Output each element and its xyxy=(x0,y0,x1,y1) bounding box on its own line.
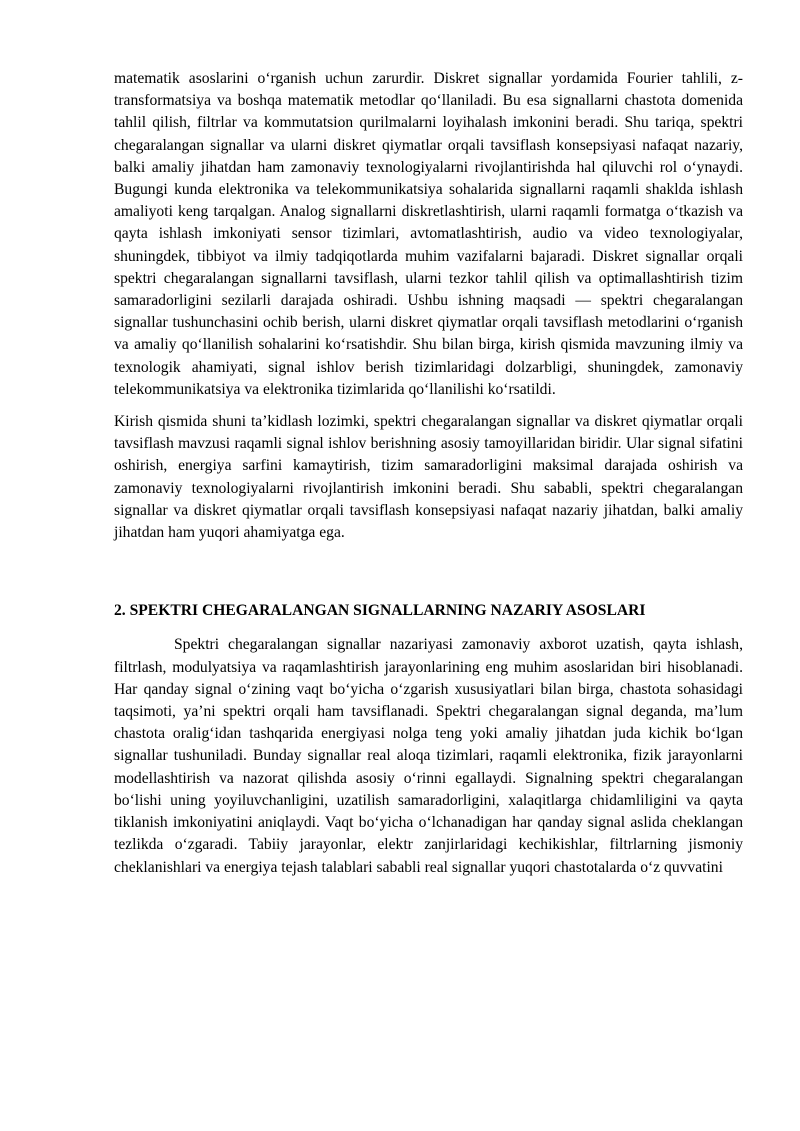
document-page xyxy=(114,68,743,879)
body-paragraph-1: matematik asoslarini o‘rganish uchun zarurdir. Diskret signallar yordamida Fourier tahlili, z-transformatsiya va boshqa matematik metodlar qo‘llaniladi. Bu esa signallarni chastota domenida tahlil qilish, filtrlar va kommutatsion qurilmalarni loyihalash imkonini beradi. Shu tariqa, spektri chegaralangan signallar va ularni diskret qiymatlar orqali tavsiflash konsepsiyasi nafaqat nazariy, balki amaliy jihatdan ham zamonaviy texnologiyalarni rivojlantirishda hal qiluvchi rol o‘ynaydi. Bugungi kunda elektronika va telekommunikatsiya sohalarida signallarni raqamli shaklda ishlash amaliyoti keng tarqalgan. Analog signallarni diskretlashtirish, ularni raqamli formatga o‘tkazish va qayta ishlash imkoniyati sensor tizimlari, avtomatlashtirish, audio va video texnologiyalar, shuningdek, tibbiyot va ilmiy tadqiqotlarda muhim vazifalarni bajaradi. Diskret signallar orqali spektri chegaralangan signallarni tavsiflash, ularni tezkor tahlil qilish va optimallashtirish tizim samaradorligini sezilarli darajada oshiradi. Ushbu ishning maqsadi — spektri chegaralangan signallar tushunchasini ochib berish, ularni diskret qiymatlar orqali tavsiflash metodlarini o‘rganish va amaliy qo‘llanilish sohalarini ko‘rsatishdir. Shu bilan birga, kirish qismida mavzuning ilmiy va texnologik ahamiyati, signal ishlov berish tizimlaridagi dolzarbligi, shuningdek, zamonaviy telekommunikatsiya va elektronika tizimlarida qo‘llanilishi ko‘rsatildi. xyxy=(114,70,743,398)
section-body-paragraph: Spektri chegaralangan signallar nazariyasi zamonaviy axborot uzatish, qayta ishlash, filtrlash, modulyatsiya va raqamlashtirish jarayonlarining eng muhim asoslaridan biri hisoblanadi. Har qanday signal o‘zining vaqt bo‘yicha o‘zgarish xususiyatlari bilan birga, chastota sohasidagi taqsimoti, ya’ni spektri orqali ham tavsiflanadi. Spektri chegaralangan signal deganda, ma’lum chastota oralig‘idan tashqarida energiyasi nolga teng yoki amaliy jihatdan juda kichik bo‘lgan signallar tushuniladi. Bunday signallar real aloqa tizimlari, raqamli elektronika, fizik jarayonlarni modellashtirish va nazorat qilishda asosiy o‘rinni egallaydi. Signalning spektri chegaralangan bo‘lishi uning yoyiluvchanligini, uzatilish samaradorligini, xalaqitlarga chidamliligini va qayta tiklanish imkoniyatini aniqlaydi. Vaqt bo‘yicha o‘lchanadigan har qanday signal aslida cheklangan tezlikda o‘zgaradi. Tabiiy jarayonlar, elektr zanjirlaridagi kechikishlar, filtrlarning jismoniy cheklanishlari va energiya tejash talablari sababli real signallar yuqori chastotalarda o‘z quvvatini xyxy=(114,636,743,876)
section-number: 2. xyxy=(114,602,126,620)
section-heading xyxy=(114,600,743,622)
body-paragraph-2: Kirish qismida shuni ta’kidlash lozimki, spektri chegaralangan signallar va diskret qiymatlar orqali tavsiflash mavzusi raqamli signal ishlov berishning asosiy tamoyillaridan biridir. Ular signal sifatini oshirish, energiya sarfini kamaytirish, tizim samaradorligini maksimal darajada oshirish va zamonaviy texnologiyalarni rivojlantirish imkonini beradi. Shu sababli, spektri chegaralangan signallar va diskret qiymatlar orqali tavsiflash konsepsiyasi nafaqat nazariy jihatdan, balki amaliy jihatdan ham yuqori ahamiyatga ega. xyxy=(114,413,743,542)
section-title: SPEKTRI CHEGARALANGAN SIGNALLARNING NAZARIY ASOSLARI xyxy=(129,602,646,620)
